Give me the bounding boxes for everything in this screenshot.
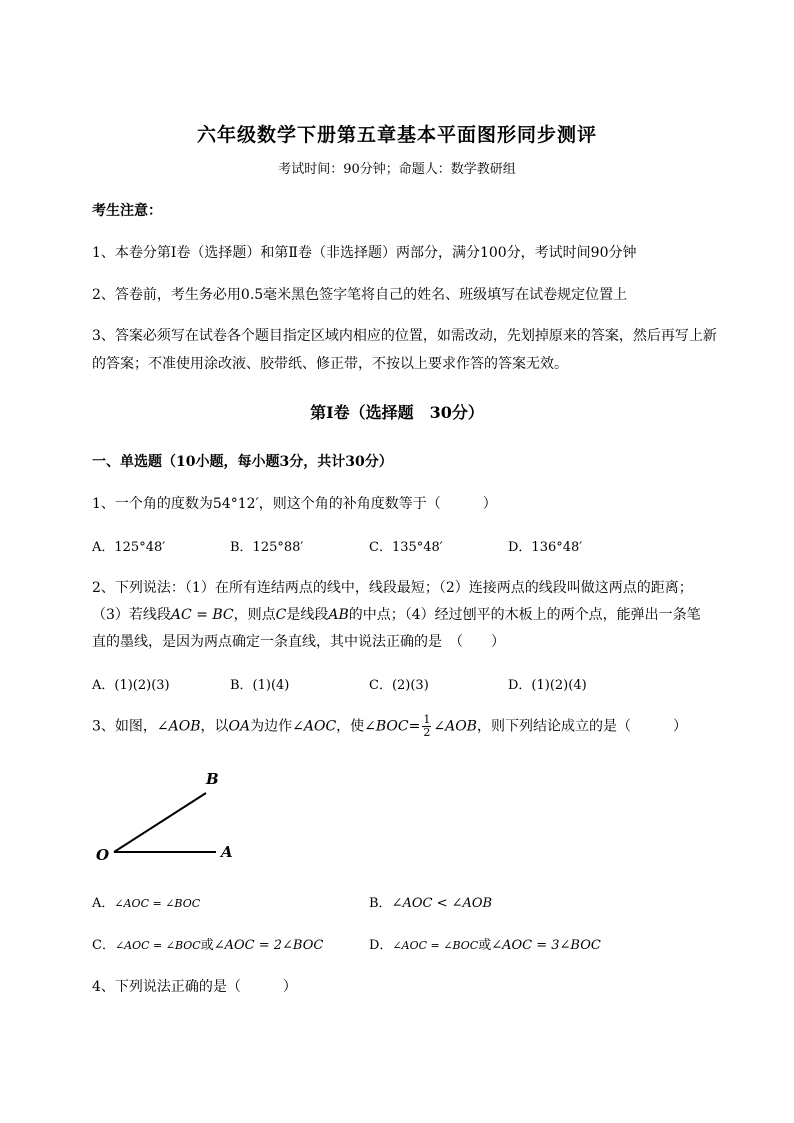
q3-ray-oa: OA bbox=[228, 718, 251, 735]
q1-option-c[interactable]: C．135°48′ bbox=[369, 540, 443, 555]
question-2-line-3: 直的墨线，是因为两点确定一条直线，其中说法正确的是 （ ） bbox=[92, 634, 505, 650]
q3-text-e: ，则下列结论成立的是（ ） bbox=[476, 718, 687, 735]
q3-angle-aob: ∠AOB bbox=[156, 718, 201, 735]
q2-option-d[interactable]: D．(1)(2)(4) bbox=[508, 678, 587, 693]
option-letter: A． bbox=[92, 896, 115, 911]
label-a: A bbox=[221, 843, 233, 861]
q2-text-b: ，则点 bbox=[233, 607, 276, 623]
exam-info: 考试时间：90分钟；命题人：数学教研组 bbox=[278, 162, 516, 177]
q3-text-b: ，以 bbox=[200, 718, 229, 735]
notice-item-1: 1、本卷分第Ⅰ卷（选择题）和第Ⅱ卷（非选择题）两部分，满分100分，考试时间90分钟 bbox=[92, 245, 637, 261]
q2-point-c: C bbox=[275, 607, 287, 623]
notice-heading: 考生注意： bbox=[92, 203, 162, 219]
section-title: 第Ⅰ卷（选择题 30分） bbox=[310, 403, 484, 422]
option-expr: ∠AOC = ∠BOC bbox=[392, 939, 479, 952]
q3-option-c[interactable] bbox=[92, 934, 323, 953]
q1-option-a[interactable]: A．125°48′ bbox=[92, 540, 166, 555]
q3-angle-aob-2: ∠AOB bbox=[433, 718, 477, 735]
notice-item-3: 3、答案必须写在试卷各个题目指定区域内相应的位置，如需改动，先划掉原来的答案，然后再写上新 bbox=[92, 328, 717, 344]
q1-option-d[interactable]: D．136°48′ bbox=[508, 540, 583, 555]
ray-ob bbox=[114, 793, 206, 852]
q3-option-b[interactable] bbox=[369, 892, 492, 911]
option-expr: ∠AOC = ∠BOC bbox=[114, 939, 201, 952]
page-title: 六年级数学下册第五章基本平面图形同步测评 bbox=[196, 124, 597, 146]
q3-text-d: ，使 bbox=[336, 718, 365, 735]
question-4-stem: 4、下列说法正确的是（ ） bbox=[92, 979, 297, 995]
notice-item-3-cont: 的答案；不准使用涂改液、胶带纸、修正带，不按以上要求作答的答案无效。 bbox=[92, 356, 568, 372]
question-3-stem bbox=[92, 714, 687, 739]
q2-option-c[interactable]: C．(2)(3) bbox=[369, 678, 429, 693]
option-letter: D． bbox=[369, 938, 393, 953]
q2-text-c: 是线段 bbox=[286, 607, 329, 623]
notice-item-2: 2、答卷前，考生务必用0.5毫米黑色签字笔将自己的姓名、班级填写在试卷规定位置上 bbox=[92, 287, 628, 303]
option-letter: C． bbox=[92, 938, 115, 953]
fraction-denominator: 2 bbox=[423, 726, 431, 739]
option-expr: ∠AOC < ∠AOB bbox=[391, 896, 493, 911]
part-heading: 一、单选题（10小题，每小题3分，共计30分） bbox=[92, 454, 393, 470]
q2-segment-ab: AB bbox=[328, 607, 349, 623]
q3-angle-boc: ∠BOC= bbox=[364, 718, 421, 735]
q3-angle-aoc: ∠AOC bbox=[292, 718, 337, 735]
question-2-line-2 bbox=[92, 604, 701, 624]
question-2-line-1: 2、下列说法：（1）在所有连结两点的线中，线段最短；（2）连接两点的线段叫做这两点的距离； bbox=[92, 580, 693, 596]
q3-text-c: 为边作 bbox=[250, 718, 293, 735]
fraction-numerator: 1 bbox=[423, 713, 431, 726]
q3-text-a: 3、如图， bbox=[92, 718, 157, 735]
q1-option-b[interactable]: B．125°88′ bbox=[230, 540, 304, 555]
q2-option-b[interactable]: B．(1)(4) bbox=[230, 678, 290, 693]
q2-expr-ac-bc: AC = BC bbox=[170, 607, 234, 623]
option-expr-2: ∠AOC = 3∠BOC bbox=[491, 938, 601, 953]
option-expr-2: ∠AOC = 2∠BOC bbox=[213, 938, 324, 953]
angle-figure bbox=[88, 760, 248, 870]
q3-option-d[interactable] bbox=[369, 934, 601, 953]
q3-option-a[interactable] bbox=[92, 892, 200, 911]
option-expr: ∠AOC = ∠BOC bbox=[114, 897, 201, 910]
option-letter: B． bbox=[369, 896, 392, 911]
q3-fraction bbox=[422, 714, 431, 739]
label-o: O bbox=[96, 846, 110, 864]
q2-text-a: （3）若线段 bbox=[92, 607, 171, 623]
q2-text-d: 的中点；（4）经过刨平的木板上的两个点，能弹出一条笔 bbox=[348, 607, 701, 623]
option-or: 或 bbox=[478, 938, 492, 953]
option-or: 或 bbox=[200, 938, 214, 953]
label-b: B bbox=[206, 770, 219, 788]
q2-option-a[interactable]: A．(1)(2)(3) bbox=[92, 678, 170, 693]
question-1-stem: 1、一个角的度数为54°12′，则这个角的补角度数等于（ ） bbox=[92, 496, 497, 512]
